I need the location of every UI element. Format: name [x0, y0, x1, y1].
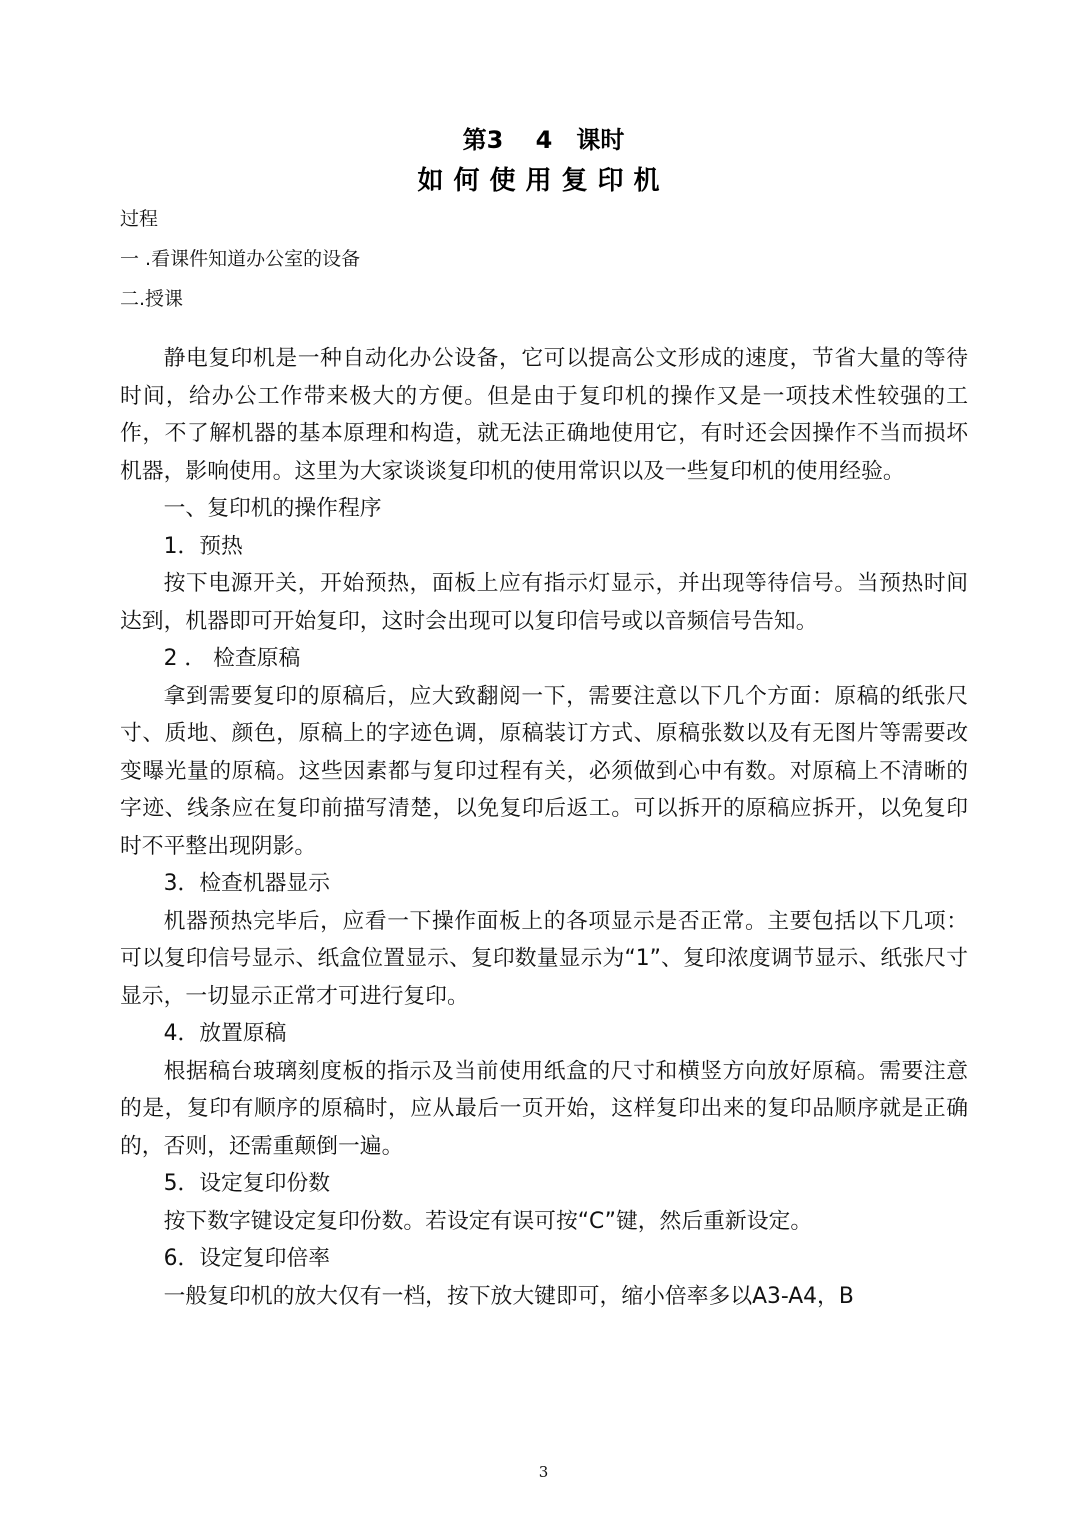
step-heading-check-original: 2 ． 检查原稿 [163, 646, 301, 671]
document-title: 如何使用复印机 [417, 166, 670, 196]
step-paragraph-set-ratio: 一般复印机的放大仅有一档，按下放大键即可，缩小倍率多以A3-A4，B [163, 1283, 854, 1309]
step-paragraph-set-copies: 按下数字键设定复印份数。若设定有误可按“C”键，然后重新设定。 [163, 1208, 813, 1234]
page-number: 3 [538, 1463, 549, 1481]
step-paragraph-check-display: 机器预热完毕后，应看一下操作面板上的各项显示是否正常。主要包括以下几项：可以复印信号显示、纸盒位置显示、复印数量显示为“1”、复印浓度调节显示、纸张尺寸显示，一切显示正常才可进行复印。 [120, 908, 968, 1009]
step-heading-check-display: 3．检查机器显示 [163, 871, 331, 896]
step-paragraph-check-original: 拿到需要复印的原稿后，应大致翻阅一下，需要注意以下几个方面：原稿的纸张尺寸、质地、颜色，原稿上的字迹色调，原稿装订方式、原稿张数以及有无图片等需要改变曝光量的原稿。这些因素都与复印过程有关，必须做到心中有数。对原稿上不清晰的字迹、线条应在复印前描写清楚，以免复印后返工。可以拆开的原稿应拆开，以免复印时不平整出现阴影。 [120, 683, 968, 859]
outline-line-two: 二.授课 [120, 288, 184, 310]
step-paragraph-preheat: 按下电源开关，开始预热，面板上应有指示灯显示，并出现等待信号。当预热时间达到，机器即可开始复印，这时会出现可以复印信号或以音频信号告知。 [120, 571, 968, 634]
step-heading-set-ratio: 6．设定复印倍率 [163, 1246, 331, 1271]
outline-line-process: 过程 [120, 208, 159, 230]
step-heading-preheat: 1．预热 [163, 533, 243, 559]
step-paragraph-place-original: 根据稿台玻璃刻度板的指示及当前使用纸盒的尺寸和横竖方向放好原稿。需要注意的是，复印有顺序的原稿时，应从最后一页开始，这样复印出来的复印品顺序就是正确的，否则，还需重颠倒一遍。 [120, 1058, 968, 1159]
lesson-title: 第3 4 课时 [462, 126, 625, 154]
intro-paragraph: 静电复印机是一种自动化办公设备，它可以提高公文形成的速度，节省大量的等待时间，给办公工作带来极大的方便。但是由于复印机的操作又是一项技术性较强的工作，不了解机器的基本原理和构造，就无法正确地使用它，有时还会因操作不当而损坏机器，影响使用。这里为大家谈谈复印机的使用常识以及一些复印机的使用经验。 [120, 346, 968, 484]
outline-line-one: 一 .看课件知道办公室的设备 [120, 248, 361, 270]
step-heading-place-original: 4．放置原稿 [163, 1021, 287, 1046]
document-body [120, 340, 968, 1315]
section-heading-operation-procedure: 一、复印机的操作程序 [163, 496, 382, 521]
step-heading-set-copies: 5．设定复印份数 [163, 1171, 331, 1196]
